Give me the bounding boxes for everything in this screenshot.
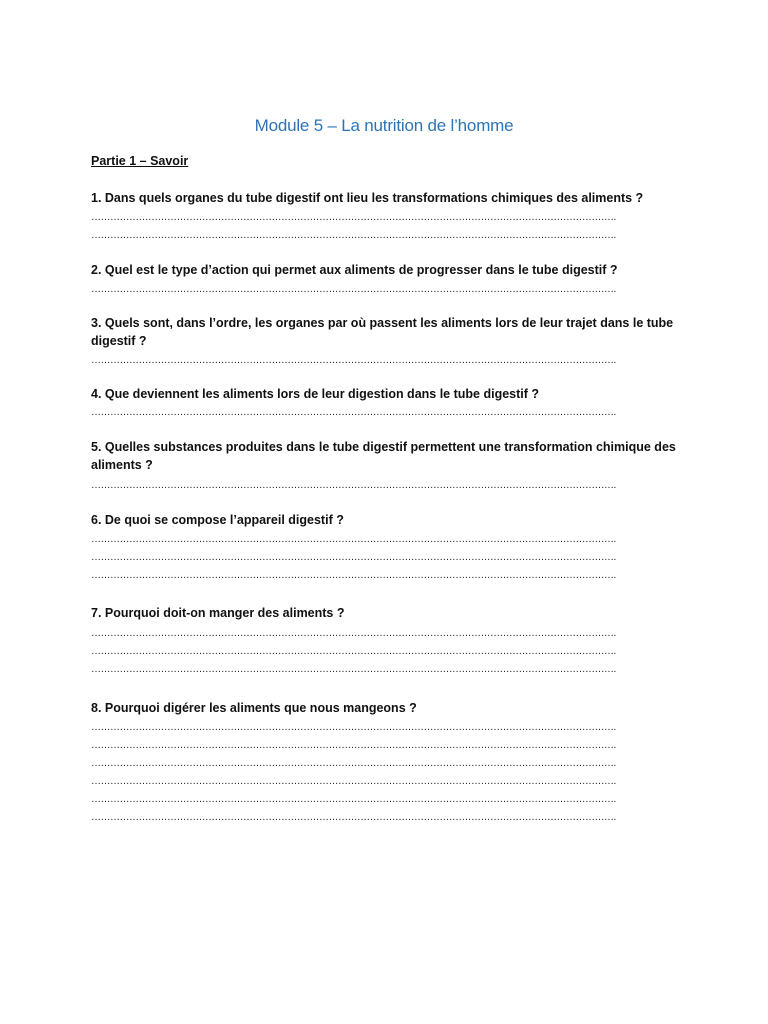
answer-line[interactable]: ………………………………………………………………………………………………………………………………………………….	[91, 355, 616, 366]
question-5: 5. Quelles substances produites dans le tube digestif permettent une transformation chimique des aliments ?	[91, 440, 676, 472]
answer-line[interactable]: ………………………………………………………………………………………………………………………………………………….	[91, 480, 616, 491]
question-3: 3. Quels sont, dans l’ordre, les organes par où passent les aliments lors de leur trajet dans le tube digestif ?	[91, 316, 674, 348]
answer-line[interactable]: ………………………………………………………………………………………………………………………………………………….	[91, 740, 616, 751]
question-1: 1. Dans quels organes du tube digestif ont lieu les transformations chimiques des aliments ?	[91, 191, 644, 205]
answer-line[interactable]: ………………………………………………………………………………………………………………………………………………….	[91, 570, 616, 581]
question-6: 6. De quoi se compose l’appareil digestif ?	[91, 513, 344, 527]
answer-line[interactable]: ………………………………………………………………………………………………………………………………………………….	[91, 628, 616, 639]
answer-line[interactable]: ………………………………………………………………………………………………………………………………………………….	[91, 758, 616, 769]
answer-line[interactable]: ………………………………………………………………………………………………………………………………………………….	[91, 794, 616, 805]
answer-line[interactable]: ………………………………………………………………………………………………………………………………………………….	[91, 776, 616, 787]
answer-line[interactable]: ………………………………………………………………………………………………………………………………………………….	[91, 407, 616, 418]
answer-line[interactable]: ………………………………………………………………………………………………………………………………………………….	[91, 212, 616, 223]
question-8: 8. Pourquoi digérer les aliments que nous mangeons ?	[91, 701, 417, 715]
answer-line[interactable]: ………………………………………………………………………………………………………………………………………………….	[91, 664, 616, 675]
answer-line[interactable]: ………………………………………………………………………………………………………………………………………………….	[91, 646, 616, 657]
answer-line[interactable]: ………………………………………………………………………………………………………………………………………………….	[91, 722, 616, 733]
question-4: 4. Que deviennent les aliments lors de leur digestion dans le tube digestif ?	[91, 387, 540, 401]
question-2: 2. Quel est le type d’action qui permet aux aliments de progresser dans le tube digestif ?	[91, 263, 618, 277]
section-heading: Partie 1 – Savoir	[91, 154, 189, 168]
page-title: Module 5 – La nutrition de l’homme	[254, 116, 514, 135]
answer-line[interactable]: ………………………………………………………………………………………………………………………………………………….	[91, 812, 616, 823]
question-7: 7. Pourquoi doit-on manger des aliments ?	[91, 606, 345, 620]
answer-line[interactable]: ………………………………………………………………………………………………………………………………………………….	[91, 284, 616, 295]
answer-line[interactable]: ………………………………………………………………………………………………………………………………………………….	[91, 534, 616, 545]
answer-line[interactable]: ………………………………………………………………………………………………………………………………………………….	[91, 230, 616, 241]
answer-line[interactable]: ………………………………………………………………………………………………………………………………………………….	[91, 552, 616, 563]
